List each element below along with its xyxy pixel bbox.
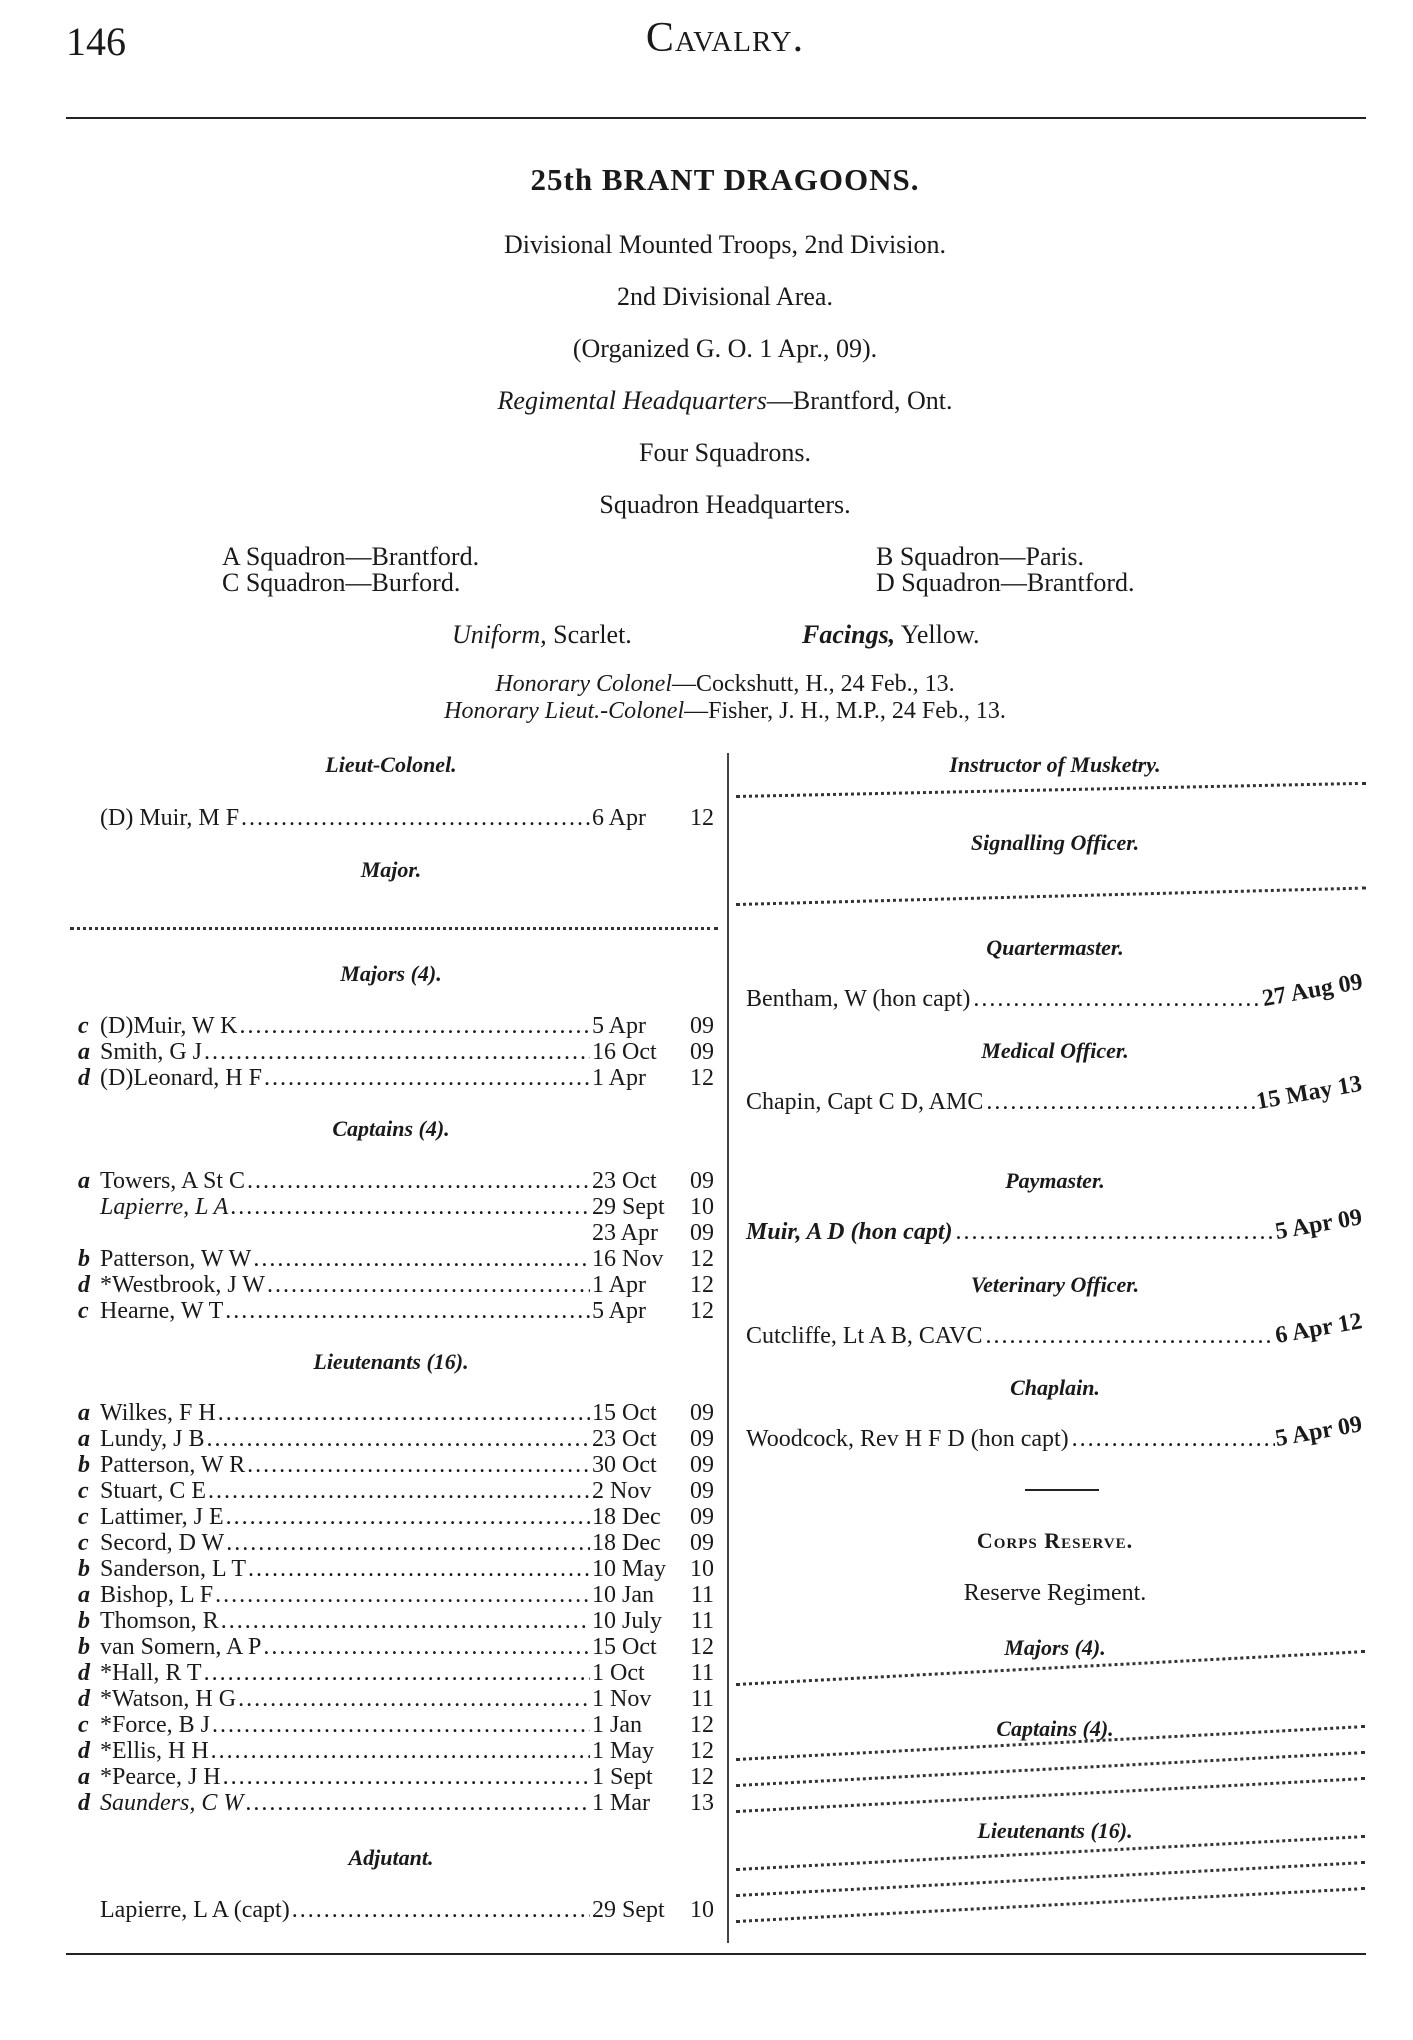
squadron-prefix: c	[78, 1504, 89, 1530]
veterinary-heading: Veterinary Officer.	[970, 1272, 1140, 1297]
roster-row	[78, 1634, 714, 1660]
roster-row	[78, 1039, 714, 1065]
squadron-prefix: c	[78, 1712, 89, 1738]
reserve-lieutenants-heading: Lieutenants (16).	[977, 1818, 1133, 1843]
roster-row	[78, 1738, 714, 1764]
commission-date: 10 Jan	[592, 1582, 654, 1608]
facings-label: Facings,	[802, 620, 896, 649]
commission-year: 11	[690, 1660, 714, 1686]
squadron-prefix: b	[78, 1556, 90, 1582]
signalling-vacant-line	[736, 887, 1366, 906]
roster-row	[78, 1013, 714, 1039]
officer-name: *Westbrook, J W	[100, 1272, 265, 1298]
commission-year: 13	[690, 1790, 714, 1816]
squadron-prefix: a	[78, 1168, 90, 1194]
commission-date: 6 Apr	[592, 805, 646, 831]
squadron-prefix	[78, 1194, 100, 1220]
uniform	[452, 620, 712, 650]
roster-row	[78, 1764, 714, 1790]
officer-name: Bishop, L F	[100, 1582, 214, 1608]
hon-lt-colonel-label: Honorary Lieut.-Colonel	[444, 698, 685, 724]
squadron-prefix: b	[78, 1608, 90, 1634]
officer-name: Lattimer, J E	[100, 1504, 224, 1530]
commission-year: 12	[690, 1246, 714, 1272]
roster-row	[78, 1790, 714, 1816]
commission-date: 2 Nov	[592, 1478, 652, 1504]
header-rule	[66, 117, 1366, 119]
regiment-line-1: Divisional Mounted Troops, 2nd Division.	[503, 230, 947, 259]
veterinary-date: 6 Apr 12	[1273, 1308, 1365, 1350]
roster-row	[78, 1660, 714, 1686]
roster-row	[78, 1712, 714, 1738]
roster-row	[78, 1194, 714, 1220]
officer-name: Stuart, C E	[100, 1478, 206, 1504]
commission-date: 18 Dec	[592, 1530, 661, 1556]
officer-name: van Somern, A P	[100, 1634, 262, 1660]
veterinary-name: Cutcliffe, Lt A B, CAVC	[746, 1323, 983, 1349]
officer-name: Secord, D W	[100, 1530, 225, 1556]
veterinary-entry	[746, 1308, 1366, 1350]
commission-year: 11	[690, 1582, 714, 1608]
commission-date: 1 Apr	[592, 1065, 646, 1091]
leader-dots	[985, 1322, 1275, 1350]
commission-year: 09	[690, 1168, 714, 1194]
leader-dots	[241, 805, 590, 831]
officer-name: *Pearce, J H	[100, 1764, 221, 1790]
roster-row	[78, 1608, 714, 1634]
roster-row	[78, 1298, 714, 1324]
commission-date: 23 Oct	[592, 1426, 657, 1452]
hon-colonel-label: Honorary Colonel	[495, 671, 672, 697]
section-rule	[1025, 1489, 1099, 1491]
leader-dots	[248, 1556, 590, 1582]
paymaster-name: Muir, A D (hon capt)	[746, 1219, 953, 1245]
facings	[802, 620, 1062, 650]
officer-name: (D) Muir, M F	[100, 805, 240, 831]
major-vacant-line	[70, 927, 718, 930]
commission-year: 09	[690, 1426, 714, 1452]
commission-year: 12	[690, 1764, 714, 1790]
officer-name: Sanderson, L T	[100, 1556, 246, 1582]
regimental-headquarters	[0, 386, 1413, 416]
commission-year: 09	[690, 1478, 714, 1504]
commission-date: 15 Oct	[592, 1634, 657, 1660]
squadron-prefix: c	[78, 1530, 89, 1556]
paymaster-date: 5 Apr 09	[1273, 1204, 1365, 1246]
leader-dots	[226, 1504, 590, 1530]
commission-year: 10	[690, 1194, 714, 1220]
commission-date: 18 Dec	[592, 1504, 661, 1530]
captains-heading: Captains (4).	[332, 1116, 450, 1141]
squadron-prefix: d	[78, 1738, 90, 1764]
roster-row	[78, 1504, 714, 1530]
chaplain-date: 5 Apr 09	[1273, 1411, 1365, 1453]
regiment-line-4: Four Squadrons.	[639, 438, 811, 467]
roster-row	[78, 1897, 714, 1923]
reserve-captains-line-3	[736, 1777, 1365, 1813]
officer-name: *Watson, H G	[100, 1686, 237, 1712]
leader-dots	[221, 1608, 590, 1634]
commission-year: 09	[690, 1220, 714, 1246]
officer-name: Towers, A St C	[100, 1168, 246, 1194]
officer-name: Lapierre, L A	[100, 1194, 229, 1220]
chaplain-name: Woodcock, Rev H F D (hon capt)	[746, 1426, 1069, 1452]
hq-value: —Brantford, Ont.	[766, 386, 953, 415]
roster-row	[78, 1478, 714, 1504]
chaplain-entry	[746, 1411, 1366, 1453]
regiment-line-5: Squadron Headquarters.	[599, 490, 851, 519]
commission-year: 12	[690, 1065, 714, 1091]
leader-dots	[247, 1452, 590, 1478]
leader-dots	[245, 1790, 590, 1816]
regiment-title: 25th BRANT DRAGOONS.	[530, 162, 920, 197]
leader-dots	[225, 1298, 590, 1324]
roster-row	[78, 1426, 714, 1452]
hon-colonel-value: —Cockshutt, H., 24 Feb., 13.	[672, 671, 955, 697]
commission-year: 12	[690, 1272, 714, 1298]
officer-name: (D)Leonard, H F	[100, 1065, 262, 1091]
roster-row	[78, 805, 714, 831]
squadron-prefix: d	[78, 1065, 90, 1091]
honorary-lt-colonel	[0, 697, 1413, 725]
leader-dots	[204, 1039, 590, 1065]
squadron-prefix	[78, 1220, 100, 1246]
commission-year: 09	[690, 1013, 714, 1039]
medical-date: 15 May 13	[1254, 1070, 1365, 1116]
leader-dots	[986, 1088, 1256, 1116]
squadron-c: C Squadron—Burford.	[222, 568, 461, 597]
majors-heading: Majors (4).	[340, 961, 442, 986]
leader-dots	[973, 985, 1261, 1013]
leader-dots	[208, 1478, 590, 1504]
officer-name: Saunders, C W	[100, 1790, 244, 1816]
instructor-vacant-line	[736, 782, 1366, 798]
commission-year: 11	[690, 1686, 714, 1712]
commission-date: 1 Nov	[592, 1686, 652, 1712]
major-heading: Major.	[360, 857, 422, 882]
commission-date: 5 Apr	[592, 1298, 646, 1324]
medical-name: Chapin, Capt C D, AMC	[746, 1089, 984, 1115]
commission-year: 12	[690, 1298, 714, 1324]
chaplain-heading: Chaplain.	[1010, 1375, 1100, 1400]
squadron-prefix: b	[78, 1246, 90, 1272]
adjutant-heading: Adjutant.	[348, 1845, 434, 1870]
commission-date: 30 Oct	[592, 1452, 657, 1478]
officer-name: Hearne, W T	[100, 1298, 224, 1324]
commission-year: 12	[690, 1738, 714, 1764]
instructor-heading: Instructor of Musketry.	[949, 752, 1161, 777]
commission-year: 10	[690, 1897, 714, 1923]
squadron-prefix	[78, 805, 100, 831]
officer-name: Patterson, W R	[100, 1452, 246, 1478]
roster-row	[78, 1530, 714, 1556]
officer-name: *Ellis, H H	[100, 1738, 209, 1764]
lt-colonel-heading: Lieut-Colonel.	[325, 752, 457, 777]
officer-name: (D)Muir, W K	[100, 1013, 238, 1039]
honorary-colonel	[0, 670, 1413, 698]
paymaster-heading: Paymaster.	[1005, 1168, 1105, 1193]
medical-entry	[746, 1070, 1366, 1116]
leader-dots	[1072, 1425, 1276, 1453]
leader-dots	[223, 1764, 590, 1790]
commission-date: 10 May	[592, 1556, 666, 1582]
commission-year: 12	[690, 1634, 714, 1660]
quartermaster-heading: Quartermaster.	[986, 935, 1124, 960]
uniform-value: Scarlet.	[546, 620, 632, 649]
footer-rule	[66, 1953, 1366, 1955]
medical-heading: Medical Officer.	[981, 1038, 1129, 1063]
reserve-regiment: Reserve Regiment.	[963, 1580, 1147, 1606]
officer-name: Lundy, J B	[100, 1426, 205, 1452]
section-title: Cavalry.	[645, 15, 805, 61]
squadron-prefix: a	[78, 1400, 90, 1426]
commission-date: 15 Oct	[592, 1400, 657, 1426]
commission-date: 1 May	[592, 1738, 654, 1764]
commission-date: 1 Jan	[592, 1712, 642, 1738]
commission-date: 16 Oct	[592, 1039, 657, 1065]
quartermaster-entry	[746, 968, 1366, 1013]
leader-dots	[211, 1738, 590, 1764]
facings-value: Yellow.	[895, 620, 980, 649]
commission-date: 1 Mar	[592, 1790, 650, 1816]
roster-row	[78, 1246, 714, 1272]
commission-year: 12	[690, 1712, 714, 1738]
squadron-prefix	[78, 1897, 100, 1923]
officer-name: Lapierre, L A (capt)	[100, 1897, 290, 1923]
regiment-line-2: 2nd Divisional Area.	[617, 282, 833, 311]
leader-dots	[212, 1712, 590, 1738]
commission-date: 1 Sept	[592, 1764, 653, 1790]
roster-row	[78, 1065, 714, 1091]
paymaster-entry	[746, 1204, 1366, 1246]
leader-dots	[206, 1426, 590, 1452]
officer-name: Smith, G J	[100, 1039, 203, 1065]
commission-date: 1 Apr	[592, 1272, 646, 1298]
signalling-heading: Signalling Officer.	[970, 830, 1140, 855]
quartermaster-name: Bentham, W (hon capt)	[746, 986, 971, 1012]
corps-reserve-heading: Corps Reserve.	[976, 1528, 1134, 1553]
squadron-prefix: a	[78, 1426, 90, 1452]
officer-name: *Force, B J	[100, 1712, 210, 1738]
squadron-prefix: d	[78, 1686, 90, 1712]
leader-dots	[239, 1013, 590, 1039]
commission-year: 09	[690, 1452, 714, 1478]
commission-date: 10 July	[592, 1608, 663, 1634]
squadron-prefix: a	[78, 1582, 90, 1608]
roster-row	[78, 1168, 714, 1194]
commission-date: 5 Apr	[592, 1013, 646, 1039]
squadron-prefix: b	[78, 1452, 90, 1478]
roster-row	[78, 1556, 714, 1582]
leader-dots	[253, 1246, 590, 1272]
leader-dots	[956, 1218, 1276, 1246]
leader-dots	[230, 1194, 590, 1220]
page-number: 146	[66, 19, 126, 64]
commission-year: 09	[690, 1400, 714, 1426]
commission-date: 29 Sept	[592, 1897, 665, 1923]
roster-row	[78, 1686, 714, 1712]
leader-dots	[264, 1065, 590, 1091]
commission-year: 09	[690, 1504, 714, 1530]
squadron-prefix: a	[78, 1764, 90, 1790]
leader-dots	[238, 1686, 590, 1712]
officer-name: *Hall, R T	[100, 1660, 202, 1686]
squadron-prefix: d	[78, 1790, 90, 1816]
squadron-prefix: b	[78, 1634, 90, 1660]
leader-dots	[292, 1897, 590, 1923]
column-divider	[727, 753, 729, 1943]
uniform-label: Uniform,	[452, 620, 547, 649]
squadron-b: B Squadron—Paris.	[876, 542, 1084, 571]
leader-dots	[226, 1530, 590, 1556]
commission-date: 1 Oct	[592, 1660, 645, 1686]
commission-year: 11	[690, 1608, 714, 1634]
roster-row	[78, 1272, 714, 1298]
commission-date: 23 Oct	[592, 1168, 657, 1194]
commission-year: 10	[690, 1556, 714, 1582]
quartermaster-date: 27 Aug 09	[1259, 968, 1365, 1013]
reserve-lieutenants-line-3	[736, 1887, 1365, 1923]
squadron-prefix: c	[78, 1013, 89, 1039]
lieutenants-heading: Lieutenants (16).	[313, 1349, 469, 1374]
leader-dots	[218, 1400, 590, 1426]
hon-lt-colonel-value: —Fisher, J. H., M.P., 24 Feb., 13.	[684, 698, 1006, 724]
commission-year: 09	[690, 1530, 714, 1556]
leader-dots	[247, 1168, 590, 1194]
squadron-a: A Squadron—Brantford.	[222, 542, 480, 571]
officer-name: Wilkes, F H	[100, 1400, 216, 1426]
squadron-prefix: c	[78, 1298, 89, 1324]
officer-name: Patterson, W W	[100, 1246, 252, 1272]
squadron-prefix: d	[78, 1660, 90, 1686]
hq-label: Regimental Headquarters	[497, 386, 767, 415]
roster-row	[78, 1582, 714, 1608]
commission-date: 16 Nov	[592, 1246, 664, 1272]
commission-year: 12	[690, 805, 714, 831]
commission-year: 09	[690, 1039, 714, 1065]
reserve-majors-heading: Majors (4).	[1004, 1635, 1106, 1660]
commission-date: 29 Sept	[592, 1194, 665, 1220]
leader-dots	[267, 1272, 590, 1298]
roster-row	[78, 1220, 714, 1246]
squadron-d: D Squadron—Brantford.	[876, 568, 1135, 597]
regiment-line-3: (Organized G. O. 1 Apr., 09).	[572, 334, 878, 363]
leader-dots	[215, 1582, 590, 1608]
roster-row	[78, 1452, 714, 1478]
commission-date: 23 Apr	[592, 1220, 658, 1246]
squadron-prefix: c	[78, 1478, 89, 1504]
squadron-prefix: a	[78, 1039, 90, 1065]
reserve-captains-heading: Captains (4).	[996, 1716, 1114, 1741]
roster-row	[78, 1400, 714, 1426]
leader-dots	[263, 1634, 590, 1660]
officer-name: Thomson, R	[100, 1608, 219, 1634]
leader-dots	[204, 1660, 590, 1686]
squadron-prefix: d	[78, 1272, 90, 1298]
